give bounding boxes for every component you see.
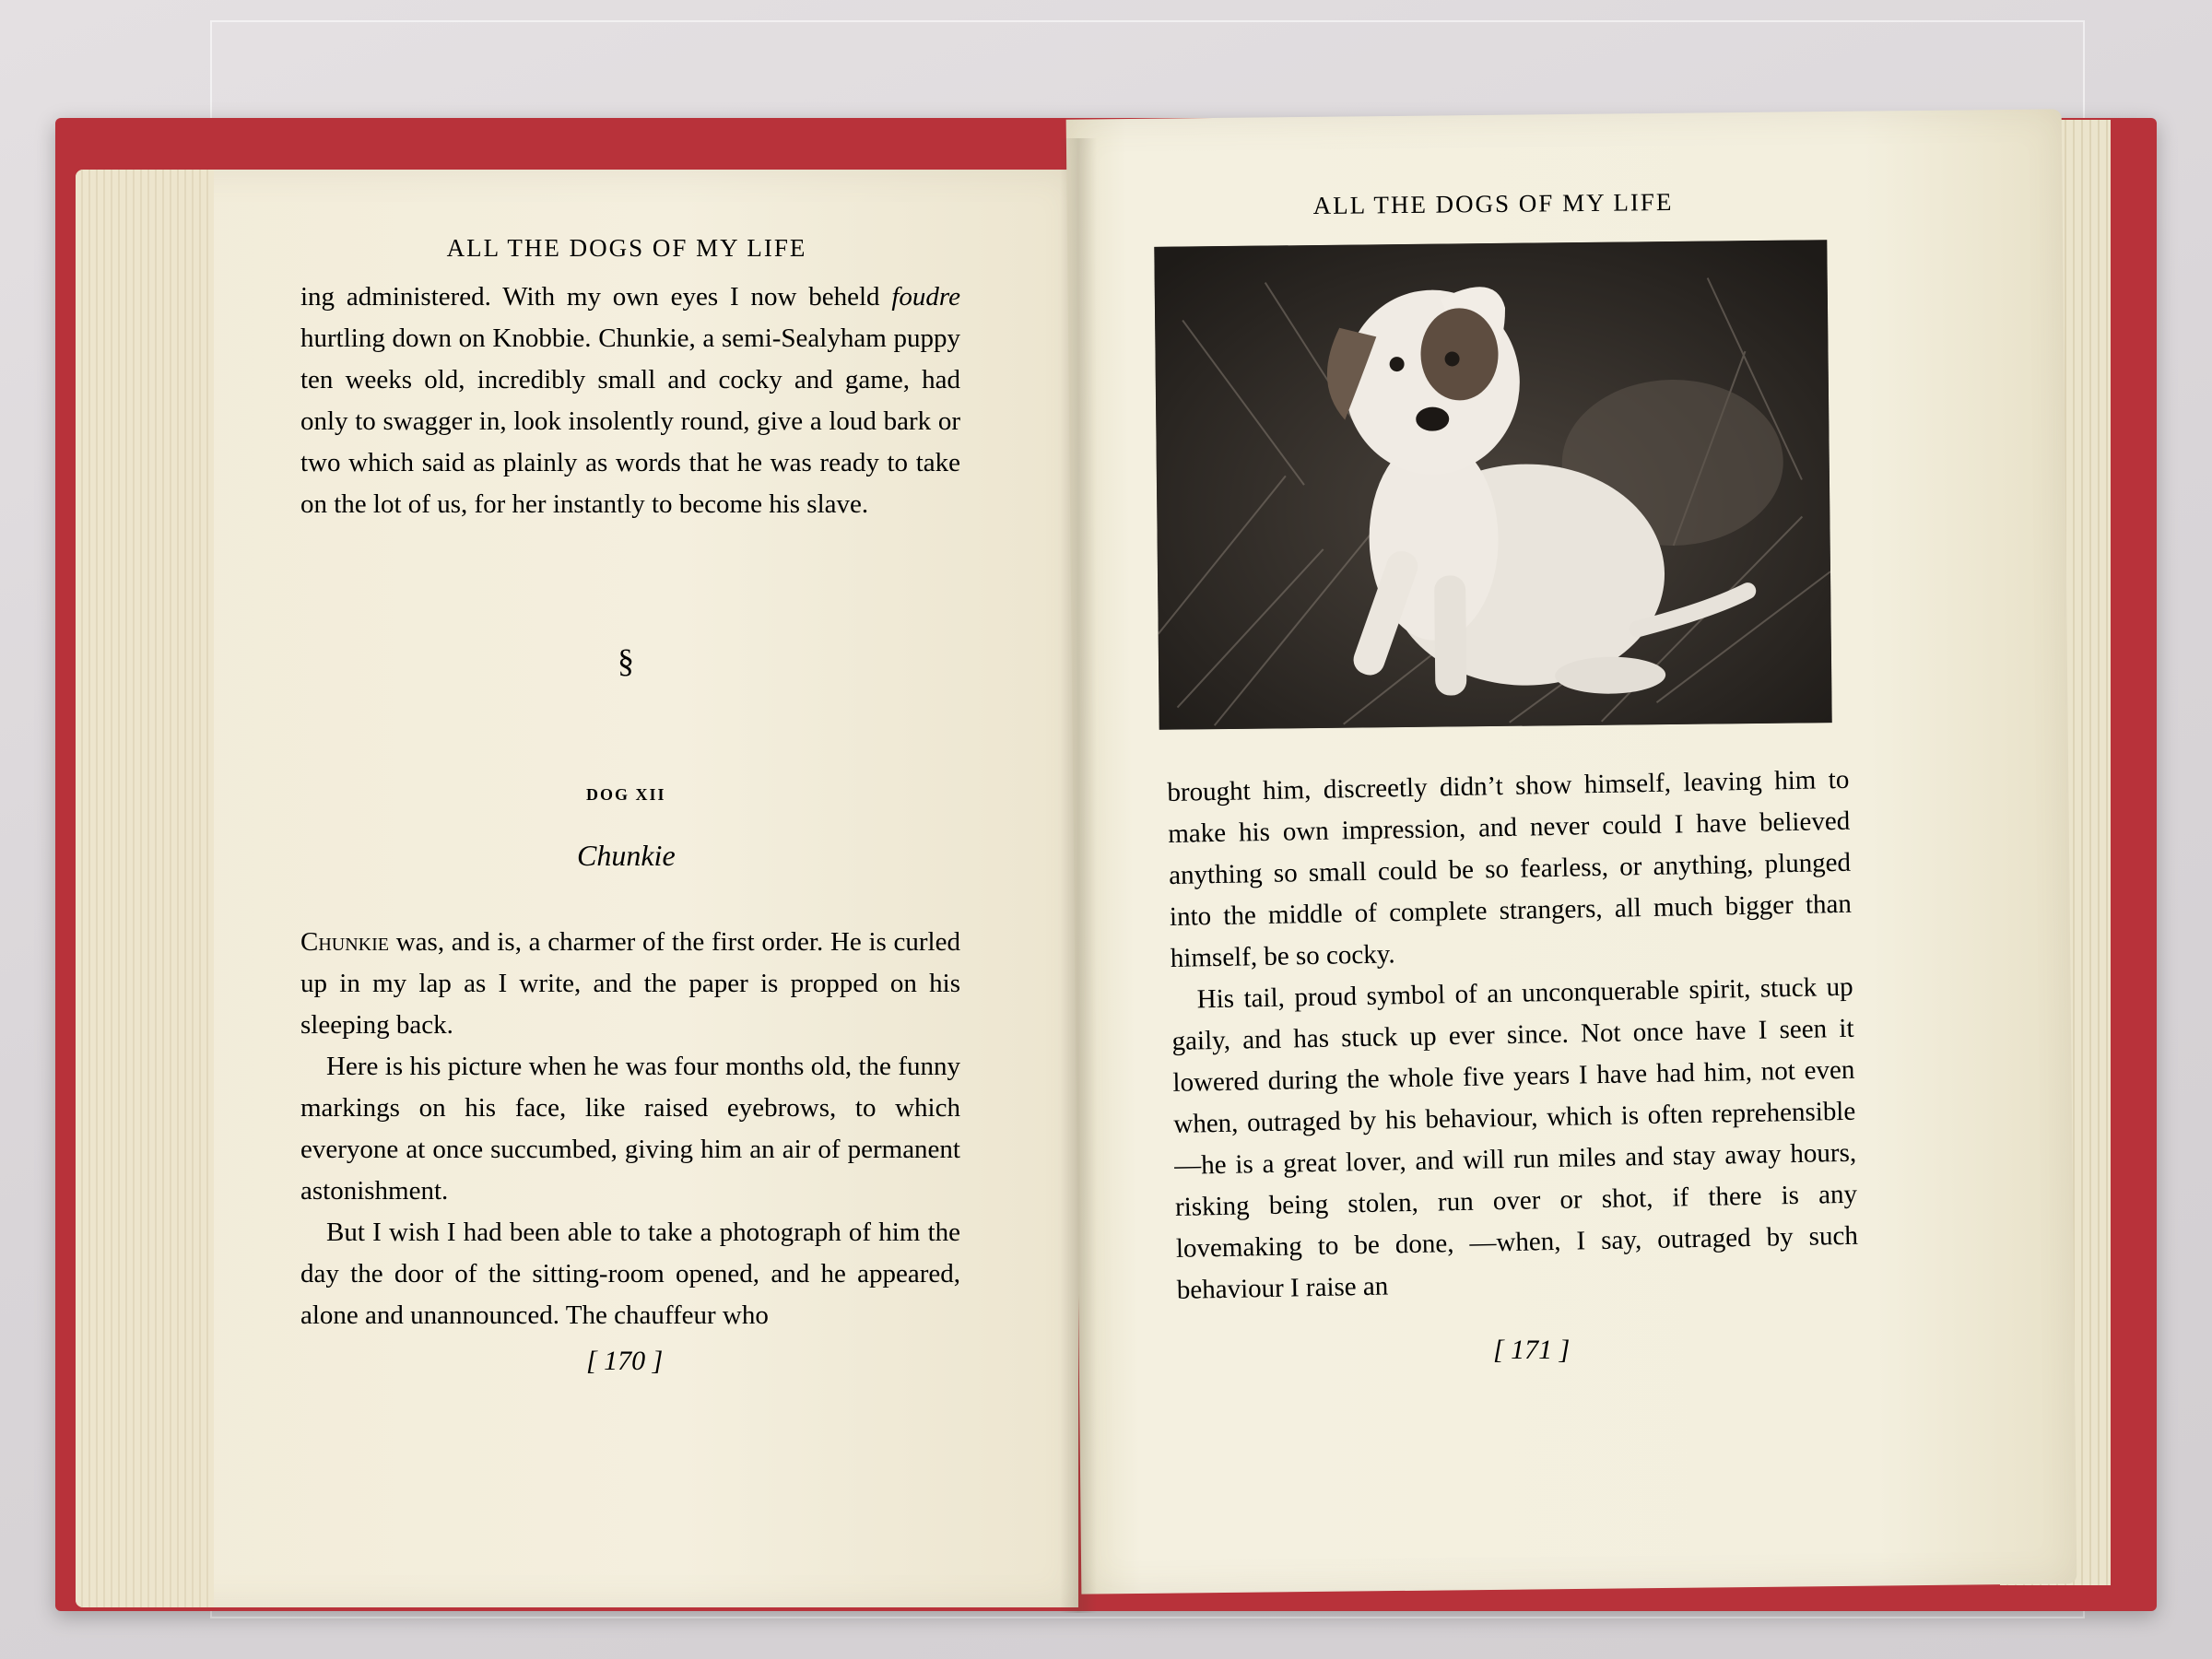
left-paragraph-2: Here is his picture when he was four months old, the funny markings on his face, like raised eyebrows, to which everyone at once succumbed, giving him an air of permanent astonishment.: [300, 1052, 960, 1206]
running-head-right: ALL THE DOGS OF MY LIFE: [1312, 187, 1674, 220]
folio-right: [ 171 ]: [1493, 1335, 1571, 1365]
right-paragraph-1: brought him, discreetly didn’t show himself, leaving him to make his own impression, and never could I have believed anything so small could be so fearless, or anything, plunged into the middle of complete strangers, all much bigger than himself, be so cocky.: [1167, 764, 1853, 973]
left-paragraph-3: But I wish I had been able to take a photograph of him the day the door of the sitting-room opened, and he appeared, alone and unannounced. The chauffeur who: [300, 1218, 960, 1330]
left-p1-smallcaps: Chunkie: [300, 927, 389, 957]
section-mark: §: [618, 642, 634, 679]
chapter-title: Chunkie: [577, 839, 676, 872]
running-head-left: ALL THE DOGS OF MY LIFE: [446, 234, 807, 262]
left-top-paragraph: [300, 276, 960, 525]
left-top-text-rest: hurtling down on Knobbie. Chunkie, a semi-Sealyham puppy ten weeks old, incredibly small and cocky and game, had only to swagger in, look insolently round, give a loud bark or two which said as plainly as words that he was ready to take on the lot of us, for her instantly to become his slave.: [300, 324, 960, 519]
left-p1-rest: was, and is, a charmer of the first order. He is curled up in my lap as I write, and the paper is propped on his sleeping back.: [300, 927, 960, 1040]
right-paragraph-2: His tail, proud symbol of an unconquerable spirit, stuck up gaily, and has stuck up ever since. Not once have I seen it lowered during the whole five years I have had him, not even when, outraged by his behaviour, which is often reprehensible—he is a great lover, and will run miles and stay away hours, risking being stolen, run over or shot, if there is any lovemaking to be done, —when, I say, outraged by such behaviour I raise an: [1171, 971, 1859, 1305]
left-top-text-italic: foudre: [891, 282, 960, 312]
folio-left: [ 170 ]: [586, 1346, 664, 1376]
left-top-text-lead: ing administered. With my own eyes I now beheld: [300, 282, 892, 312]
left-body: [300, 922, 960, 1336]
puppy-photo-illustration: [1154, 240, 1831, 730]
right-body: [1167, 759, 1859, 1312]
chapter-label: DOG XII: [586, 785, 666, 804]
left-page-edges: [76, 170, 214, 1607]
puppy-photograph: [1154, 240, 1831, 730]
book-gutter: [1060, 138, 1097, 1613]
left-paragraph-1: [300, 922, 960, 1046]
